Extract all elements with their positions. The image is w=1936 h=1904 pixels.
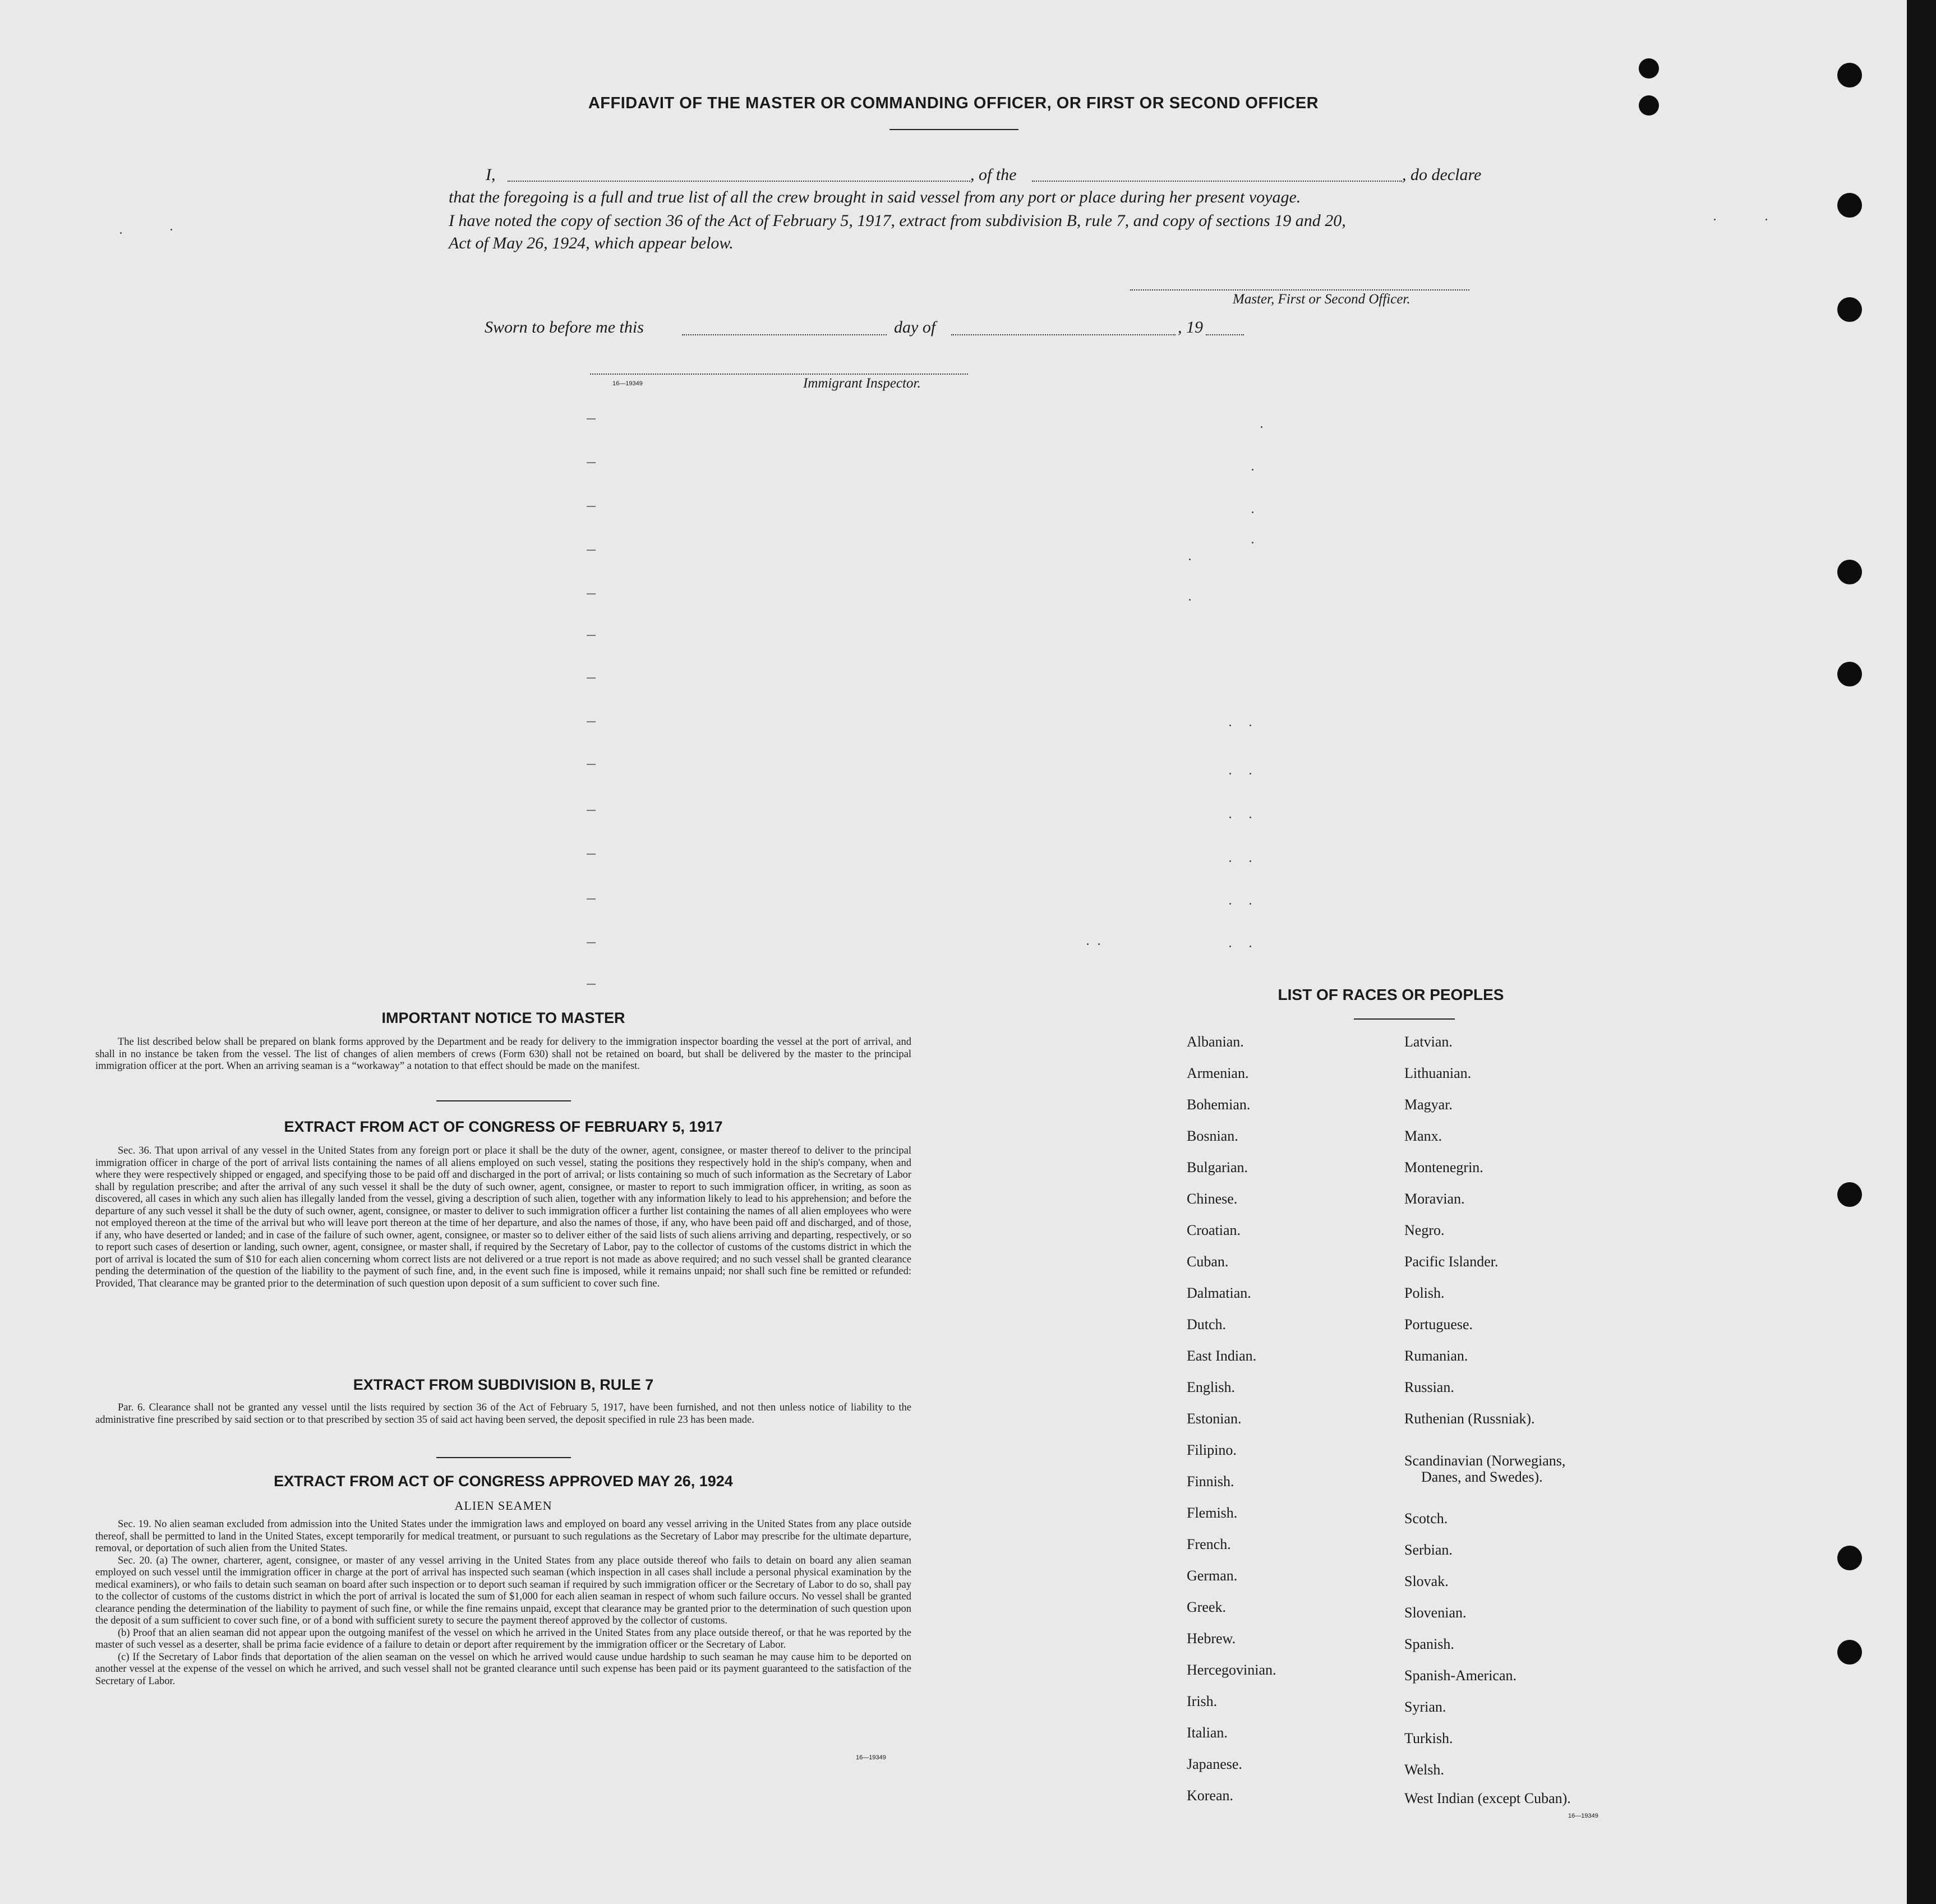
race-item: English. (1187, 1379, 1235, 1395)
margin-tick (587, 721, 596, 722)
scan-dot (1098, 943, 1100, 945)
rule7-text (95, 1402, 911, 1426)
scan-dot (1250, 773, 1251, 774)
race-item: Welsh. (1404, 1762, 1444, 1778)
margin-tick (587, 593, 596, 594)
par-6-paragraph: Par. 6. Clearance shall not be granted any vessel until the lists required by section 36 of the Act of February 5, 1917, have been furnished, and not then unless notice of liability to the administrative fine prescribed by said section or to that prescribed by section 35 of said act having been served, the deposit specified in rule 23 has been made. (95, 1402, 911, 1426)
notice-heading: IMPORTANT NOTICE TO MASTER (381, 1009, 625, 1026)
margin-tick (587, 635, 596, 636)
sworn-day-field[interactable] (682, 334, 887, 335)
margin-tick (587, 810, 596, 811)
race-item: Scandinavian (Norwegians, (1404, 1453, 1566, 1469)
inspector-label: Immigrant Inspector. (803, 376, 921, 391)
race-item: Croatian. (1187, 1222, 1241, 1238)
year-label: , 19 (1178, 318, 1203, 336)
race-item: Cuban. (1187, 1253, 1229, 1270)
scan-dot (1229, 903, 1231, 905)
scan-dot (1250, 903, 1251, 905)
race-item: French. (1187, 1536, 1231, 1552)
punch-hole (1837, 63, 1862, 87)
punch-hole (1837, 1546, 1862, 1570)
scan-dot (1252, 511, 1253, 513)
race-item: Finnish. (1187, 1473, 1234, 1490)
races-underline (1354, 1018, 1455, 1020)
scan-dot (1087, 943, 1089, 945)
sworn-label: Sworn to before me this (485, 318, 644, 336)
margin-tick (587, 764, 596, 765)
extract-1917-heading: EXTRACT FROM ACT OF CONGRESS OF FEBRUARY 5, 1917 (284, 1118, 723, 1135)
race-item: Serbian. (1404, 1542, 1453, 1558)
sec-19-paragraph: Sec. 19. No alien seaman excluded from admission into the United States under the immigration laws and employed on board any vessel arriving in the United States from any place outside thereof, shall be permitted to land in the United States, except temporarily for medical treatment, or pursuant to such regulations as the Secretary of Labor may prescribe for the ultimate departure, removal, or deportation of such alien from the United States. (95, 1519, 911, 1554)
day-of-label: day of (894, 318, 936, 336)
race-item: Spanish-American. (1404, 1667, 1517, 1684)
scan-dot (1714, 219, 1716, 220)
margin-tick (587, 898, 596, 900)
form-number: 16—19349 (1568, 1813, 1598, 1819)
form-number: 16—19349 (856, 1754, 886, 1761)
race-item: Latvian. (1404, 1034, 1453, 1050)
alien-seamen-subheading: ALIEN SEAMEN (454, 1499, 552, 1513)
race-item: Filipino. (1187, 1442, 1237, 1458)
sec-20c-paragraph: (c) If the Secretary of Labor finds that deportation of the alien seaman on the vessel on which he arrived would cause undue hardship to such seaman he may cause him to be deported on another vessel at the expense of the vessel on which he arrived, and such vessel shall not be granted clearance until such expense has been paid or its payment guaranteed to the satisfaction of the Secretary of Labor. (95, 1651, 911, 1687)
margin-tick (587, 462, 596, 463)
race-item: Albanian. (1187, 1034, 1244, 1050)
inspector-signature-field[interactable] (590, 374, 968, 375)
scanner-edge (1907, 0, 1936, 1904)
race-item: Rumanian. (1404, 1348, 1468, 1364)
vessel-label: , of the (970, 165, 1017, 184)
section-divider (436, 1100, 571, 1101)
affidavit-title: AFFIDAVIT OF THE MASTER OR COMMANDING OFFICER, OR FIRST OR SECOND OFFICER (588, 94, 1319, 112)
punch-hole (1837, 1182, 1862, 1207)
race-item: Slovenian. (1404, 1605, 1467, 1621)
section-divider (436, 1457, 571, 1458)
extract-1924-text (95, 1519, 911, 1688)
margin-tick (587, 854, 596, 855)
race-item: Manx. (1404, 1128, 1442, 1144)
rule7-heading: EXTRACT FROM SUBDIVISION B, RULE 7 (353, 1376, 654, 1393)
master-signature-field[interactable] (1130, 289, 1469, 291)
scan-dot (1229, 725, 1231, 726)
scan-dot (1229, 860, 1231, 862)
race-item: Bosnian. (1187, 1128, 1238, 1144)
race-item: Turkish. (1404, 1730, 1453, 1746)
punch-hole (1837, 193, 1862, 218)
scan-dot (1229, 946, 1231, 947)
race-item: Hercegovinian. (1187, 1662, 1276, 1678)
race-item: Dalmatian. (1187, 1285, 1251, 1301)
race-item: Russian. (1404, 1379, 1454, 1395)
margin-tick (587, 984, 596, 985)
race-item: Dutch. (1187, 1316, 1227, 1333)
margin-tick (587, 418, 596, 419)
race-item: Bulgarian. (1187, 1159, 1248, 1175)
scan-dot (1229, 773, 1231, 774)
declarant-name-field[interactable] (508, 181, 970, 182)
margin-tick (587, 942, 596, 943)
race-item: Italian. (1187, 1725, 1228, 1741)
scan-dot (1189, 559, 1191, 560)
punch-hole (1837, 1640, 1862, 1665)
extract-1924-heading: EXTRACT FROM ACT OF CONGRESS APPROVED MAY 26, 1924 (274, 1473, 733, 1490)
scan-dot (1261, 426, 1262, 428)
race-item: Negro. (1404, 1222, 1445, 1238)
race-item: Greek. (1187, 1599, 1227, 1615)
title-underline (889, 129, 1018, 130)
form-number: 16—19349 (612, 380, 643, 387)
race-item: Pacific Islander. (1404, 1253, 1499, 1270)
race-item: Portuguese. (1404, 1316, 1473, 1333)
scan-dot (1189, 599, 1191, 601)
race-item: Armenian. (1187, 1065, 1249, 1081)
sworn-month-field[interactable] (951, 334, 1176, 335)
declaration-line-3: I have noted the copy of section 36 of the Act of February 5, 1917, extract from subdivision B, rule 7, and copy of sections 19 and 20, (449, 211, 1346, 230)
declare-label: , do declare (1402, 165, 1482, 184)
race-item: Estonian. (1187, 1410, 1242, 1427)
section-36-paragraph: Sec. 36. That upon arrival of any vessel in the United States from any foreign port or place it shall be the duty of the owner, agent, consignee, or master thereof to deliver to the principal immigration officer in charge of the port of arrival lists containing the names of all aliens employed on such vessel, stating the positions they respectively hold in the ship's company, when and where they were respectively shipped or engaged, and specifying those to be paid off and discharged in the port of arrival; or lists containing so much of such information as the Secretary of Labor shall by regulation prescribe; and after the arrival of any such vessel it shall be the duty of such owner, agent, consignee, or master to report to such immigration officer, in writing, as soon as discovered, all cases in which any such alien has illegally landed from the vessel, giving a description of such alien, together with any information likely to lead to his apprehension; and before the departure of any such vessel it shall be the duty of such owner, agent, consignee, or master to deliver to such immigration officer a further list containing the names of all alien employees who were not employed thereon at the time of the arrival but who will leave port thereon at the time of her departure, and also the names of those, if any, who have been paid off and discharged, and of those, if any, who have deserted or landed; and in case of the failure of such owner, agent, consignee, or master so to deliver either of the said lists of such aliens arriving and departing, respectively, or so to report such cases of desertion or landing, such owner, agent, consignee, or master shall, if required by the Secretary of Labor, pay to the collector of customs of the customs district in which the port of arrival is located the sum of $10 for each alien concerning whom correct lists are not delivered or a true report is not made as above required; and no such vessel shall be granted clearance pending the determination of the question of the liability to the payment of such fine, and, in the event such fine is imposed, while it remains unpaid; nor shall such fine be remitted or refunded: Provided, That clearance may be granted prior to the determination of such question upon deposit of a sum sufficient to cover such fine. (95, 1145, 911, 1289)
race-item: Bohemian. (1187, 1096, 1251, 1113)
extract-1917-text (95, 1145, 911, 1290)
declaration-line-2: that the foregoing is a full and true list of all the crew brought in said vessel from any port or place during her present voyage. (449, 188, 1301, 206)
race-item: Flemish. (1187, 1505, 1238, 1521)
vessel-name-field[interactable] (1032, 181, 1402, 182)
race-item: German. (1187, 1568, 1238, 1584)
race-item: Scotch. (1404, 1510, 1448, 1527)
race-item: Korean. (1187, 1787, 1234, 1804)
sworn-year-field[interactable] (1206, 334, 1244, 335)
scan-dot (120, 232, 122, 234)
punch-hole (1639, 58, 1659, 79)
race-item: Spanish. (1404, 1636, 1454, 1652)
sec-20b-paragraph: (b) Proof that an alien seaman did not appear upon the outgoing manifest of the vessel on which he arrived in the United States from any place outside thereof, or that he was reported by the master of such vessel as a deserter, shall be prima facie evidence of a failure to detain or deport after requirement by the immigration officer or the Secretary of Labor. (95, 1627, 911, 1651)
race-item: Montenegrin. (1404, 1159, 1483, 1175)
scan-dot (1250, 946, 1251, 947)
scan-dot (1766, 219, 1767, 220)
race-item: Moravian. (1404, 1191, 1465, 1207)
race-item-continued: Danes, and Swedes). (1421, 1469, 1543, 1485)
margin-tick (587, 550, 596, 551)
scan-dot (170, 229, 172, 230)
notice-paragraph: The list described below shall be prepared on blank forms approved by the Department and be ready for delivery to the immigration inspector boarding the vessel at the port of arrival, and shall in no instance be taken from the vessel. The list of changes of alien members of crews (Form 630) shall not be retained on board, but shall be delivered by the master to the principal immigration officer at the port. When an arriving seaman is a “workaway” a notation to that effect should be made on the manifest. (95, 1036, 911, 1072)
margin-tick (587, 506, 596, 507)
master-signature-label: Master, First or Second Officer. (1233, 292, 1410, 307)
scan-dot (1229, 817, 1231, 818)
sec-20a-paragraph: Sec. 20. (a) The owner, charterer, agent, consignee, or master of any vessel arriving in the United States from any place outside thereof who fails to detain on board any alien seaman employed on such vessel until the immigration officer in charge at the port of arrival has inspected such seaman (which inspection in all cases shall include a personal physical examination by the medical examiners), or who fails to detain such seaman on board after such inspection or to deport such seaman if required by such immigration officer or the Secretary of Labor to do so, shall pay to the collector of customs of the customs district in which the port of arrival is located the sum of $1,000 for each alien seaman in respect of whom such failure occurs. No vessel shall be granted clearance pending the determination of the liability to payment of such fine, or while the fine remains unpaid, except that clearance may be granted prior to the determination of such question upon the deposit of a sum sufficient to cover such fine, or of a bond with sufficient surety to secure the payment thereof approved by the collector of customs. (95, 1555, 911, 1626)
race-item: Lithuanian. (1404, 1065, 1472, 1081)
race-item: Hebrew. (1187, 1630, 1236, 1647)
scan-dot (1250, 725, 1251, 726)
race-item: Polish. (1404, 1285, 1445, 1301)
declaration-line-4: Act of May 26, 1924, which appear below. (449, 234, 734, 252)
punch-hole (1837, 297, 1862, 322)
race-item: East Indian. (1187, 1348, 1257, 1364)
races-heading: LIST OF RACES OR PEOPLES (1278, 986, 1504, 1003)
scan-dot (1252, 469, 1253, 471)
race-item: Chinese. (1187, 1191, 1238, 1207)
scan-dot (1252, 542, 1253, 543)
race-item: Syrian. (1404, 1699, 1446, 1715)
punch-hole (1837, 662, 1862, 686)
scan-dot (1250, 817, 1251, 818)
race-item: Ruthenian (Russniak). (1404, 1410, 1535, 1427)
race-item: Irish. (1187, 1693, 1218, 1709)
scan-dot (1250, 860, 1251, 862)
race-item: West Indian (except Cuban). (1404, 1790, 1571, 1806)
race-item: Magyar. (1404, 1096, 1453, 1113)
notice-text (95, 1036, 911, 1073)
race-item: Japanese. (1187, 1756, 1242, 1772)
margin-tick (587, 677, 596, 679)
race-item: Slovak. (1404, 1573, 1449, 1589)
punch-hole (1837, 560, 1862, 584)
declarant-label: I, (486, 165, 496, 184)
